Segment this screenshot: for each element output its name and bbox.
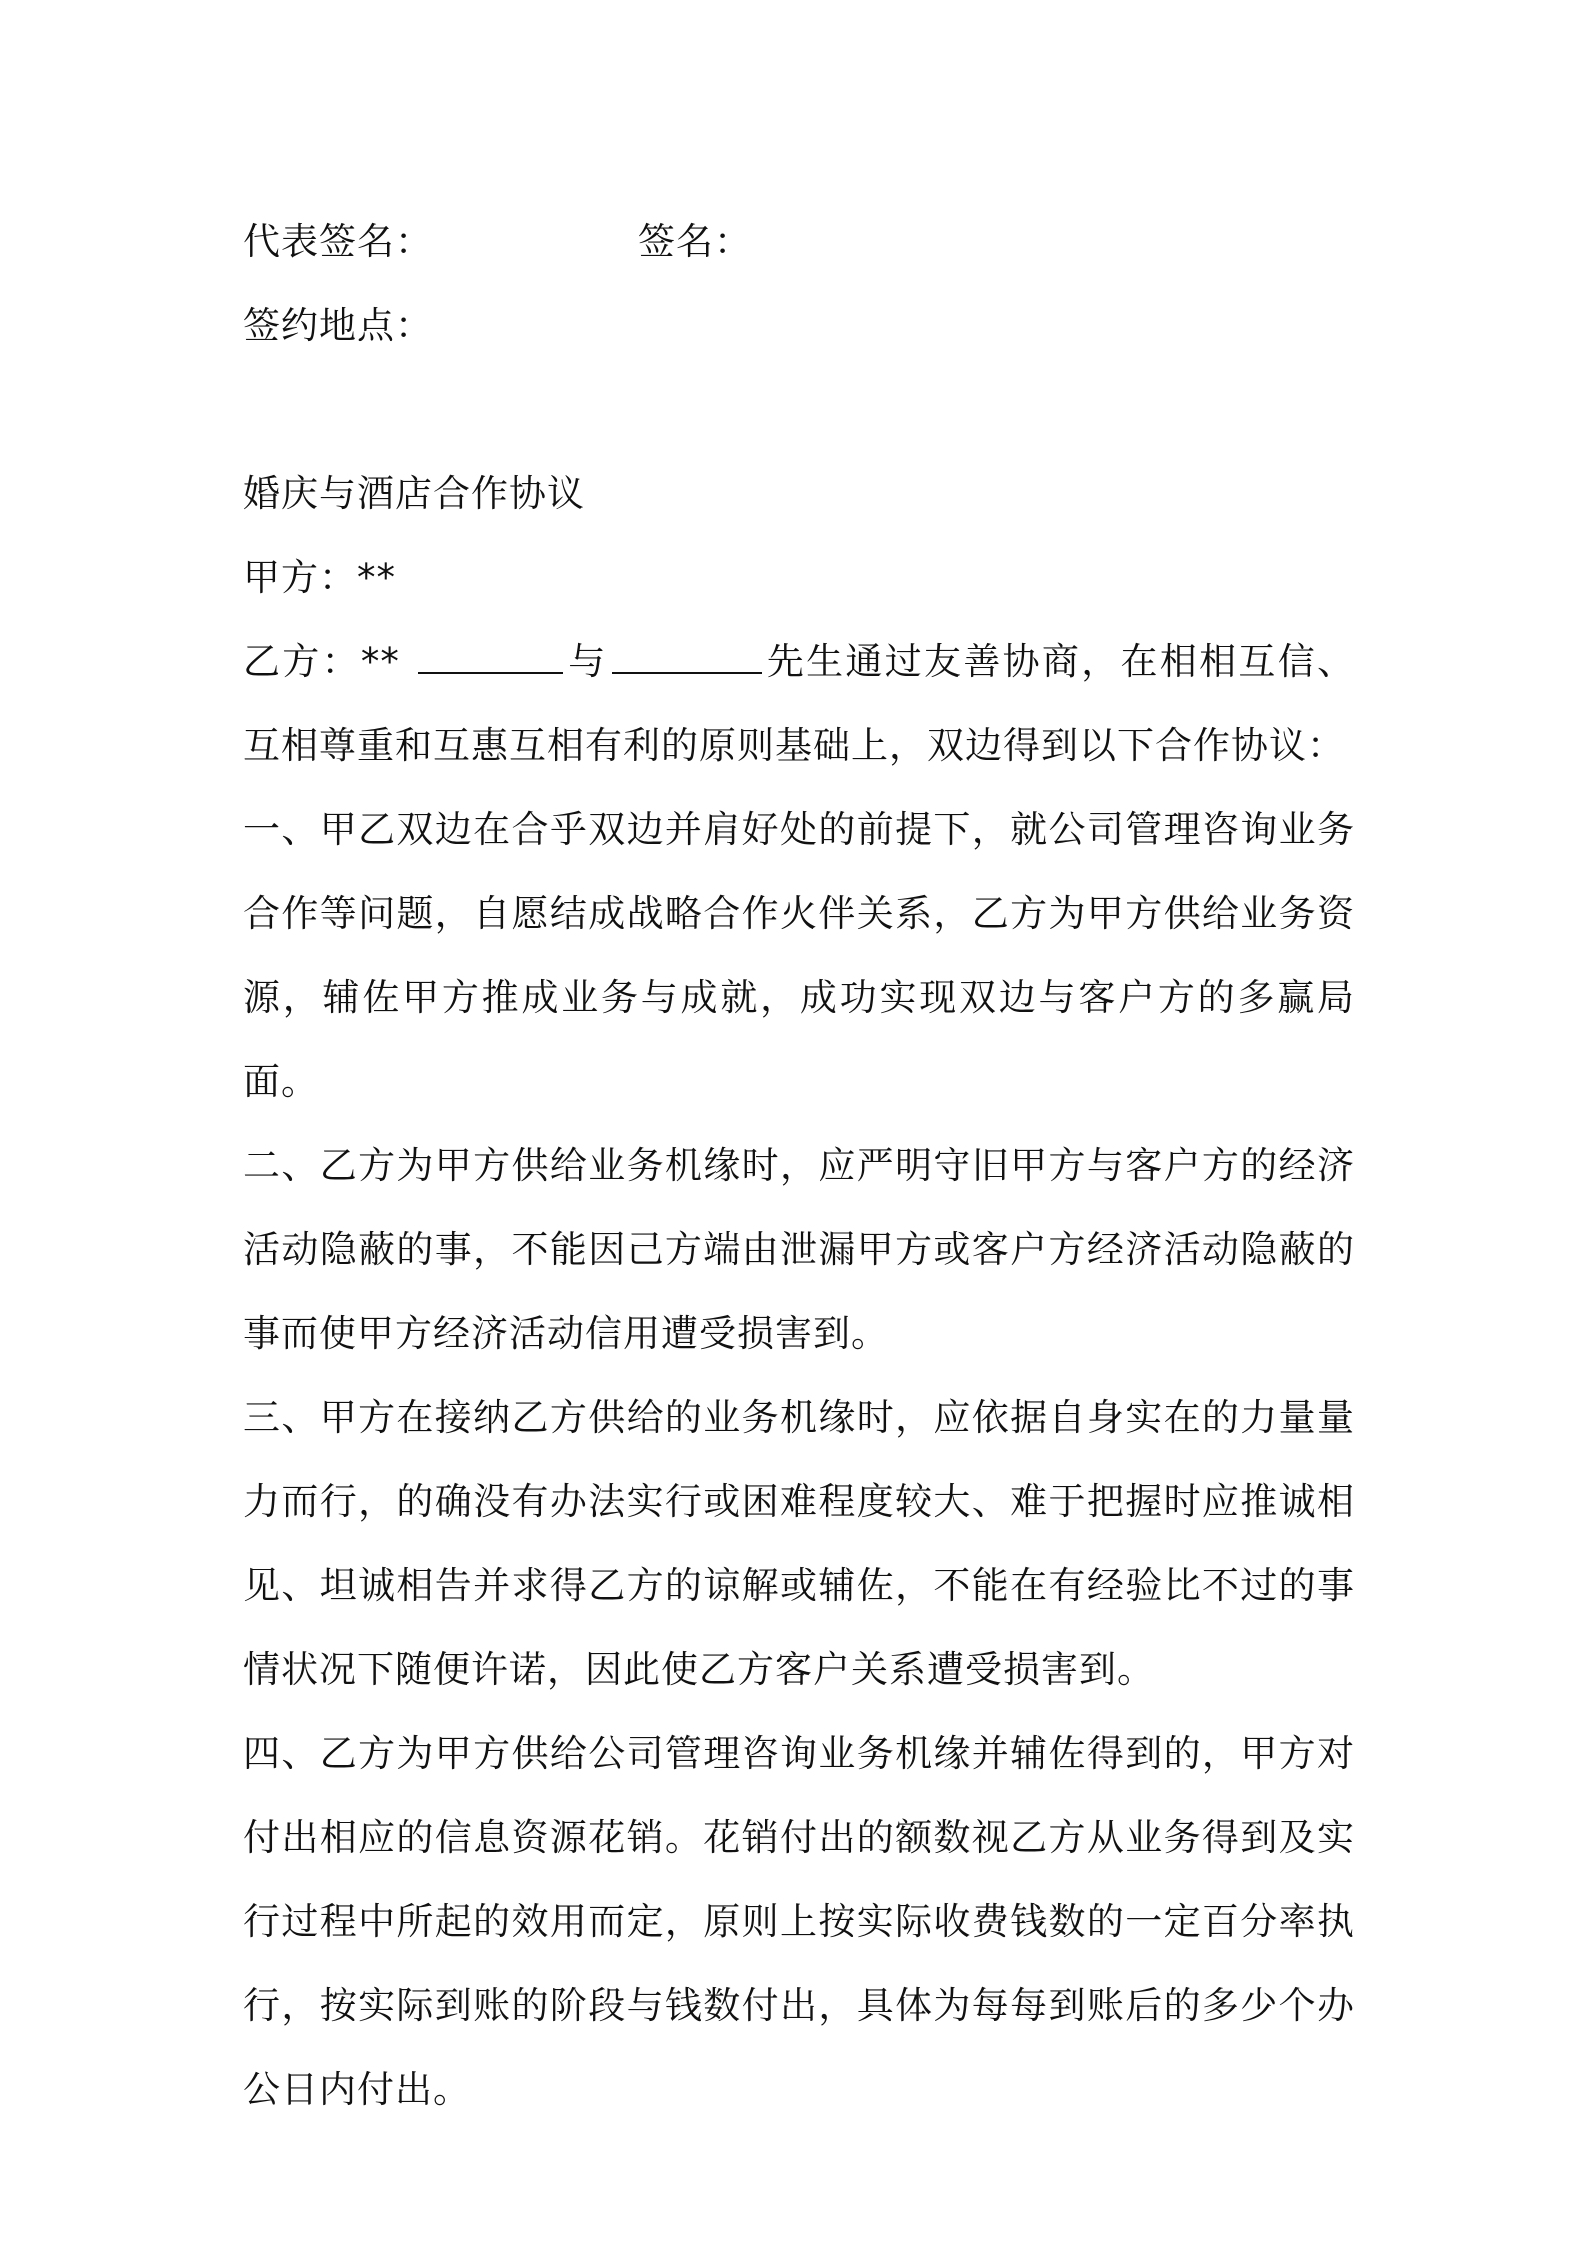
clause-3: 三、甲方在接纳乙方供给的业务机缘时，应依据自身实在的力量量力而行，的确没有办法实行或困难程度较大、难于把握时应推诚相见、坦诚相告并求得乙方的谅解或辅佐，不能在有经验比不过的事情状况下随便许诺，因此使乙方客户关系遭受损害到。 xyxy=(243,1396,1355,1691)
representative-signature-label: 代表签名： xyxy=(243,220,433,263)
party-b-intro xyxy=(243,620,1355,788)
signing-place-label: 签约地点： xyxy=(243,304,433,347)
document-body xyxy=(243,200,1355,2132)
clause-2: 二、乙方为甲方供给业务机缘时，应严明守旧甲方与客户方的经济活动隐蔽的事，不能因己方端由泄漏甲方或客户方经济活动隐蔽的事而使甲方经济活动信用遭受损害到。 xyxy=(243,1144,1355,1355)
document-title: 婚庆与酒店合作协议 xyxy=(243,472,585,515)
party-b-label: 乙方：** xyxy=(243,640,400,683)
clause-1: 一、甲乙双边在合乎双边并肩好处的前提下，就公司管理咨询业务合作等问题，自愿结成战略合作火伴关系，乙方为甲方供给业务资源，辅佐甲方推成业务与成就，成功实现双边与客户方的多赢局面。 xyxy=(243,808,1355,1103)
blank-line-1 xyxy=(418,638,563,674)
blank-line-2 xyxy=(612,638,762,674)
clause-4: 四、乙方为甲方供给公司管理咨询业务机缘并辅佐得到的，甲方对付出相应的信息资源花销。花销付出的额数视乙方从业务得到及实行过程中所起的效用而定，原则上按实际收费钱数的一定百分率执行，按实际到账的阶段与钱数付出，具体为每每到账后的多少个办公日内付出。 xyxy=(243,1732,1355,2111)
section-spacer xyxy=(243,368,1355,452)
intro-text: 先生通过友善协商，在相相互信、互相尊重和互惠互相有利的原则基础上，双边得到以下合作协议： xyxy=(243,640,1355,767)
signature-row xyxy=(243,200,1355,284)
signature-label: 签名： xyxy=(638,220,752,263)
party-a: 甲方：** xyxy=(243,556,396,599)
intro-with: 与 xyxy=(566,640,608,683)
